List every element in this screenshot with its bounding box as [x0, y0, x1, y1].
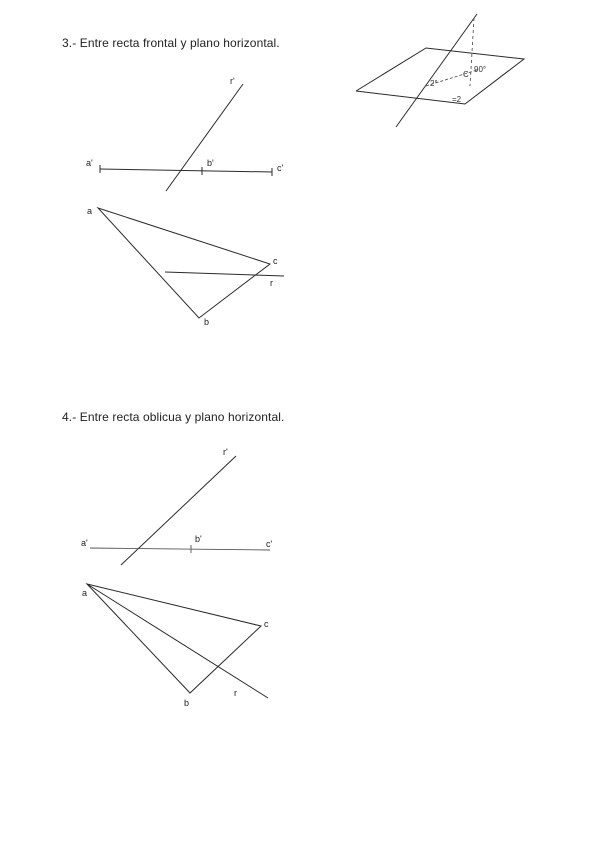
line-a-prime-c-prime: [100, 169, 272, 172]
label-r-prime: r': [230, 76, 235, 86]
label-r-2: r: [234, 688, 237, 698]
exercise-3-plan: [87, 206, 284, 327]
sketch-angle-2: C: [463, 70, 469, 79]
sketch-dashed: [470, 18, 474, 86]
label-a-2: a: [82, 588, 88, 598]
label-a-prime-2: a': [81, 538, 88, 548]
line-a-prime-c-prime-2: [90, 548, 270, 550]
label-c-2: c: [264, 619, 269, 629]
label-c-prime: c': [277, 163, 284, 173]
label-b-prime-2: b': [195, 534, 202, 544]
label-c-prime-2: c': [266, 539, 273, 549]
label-b: b: [204, 317, 210, 327]
label-r: r: [270, 278, 273, 288]
label-a: a: [87, 206, 93, 216]
label-r-prime-2: r': [223, 447, 228, 457]
exercise-4-title: 4.- Entre recta oblicua y plano horizontal.: [62, 410, 285, 424]
label-b-2: b: [184, 698, 190, 708]
exercise-4-elevation: [81, 447, 273, 565]
sketch-plane: [356, 48, 524, 104]
sketch-angle-3: 90°: [474, 65, 487, 74]
label-a-prime: a': [86, 158, 93, 168]
line-r-2: [87, 584, 268, 698]
sketch-mark: =2: [452, 95, 462, 104]
exercise-3-elevation: [86, 76, 284, 191]
triangle-abc: [98, 208, 270, 318]
exercise-3-title: 3.- Entre recta frontal y plano horizontal.: [62, 36, 280, 50]
exercise-4-plan: [82, 584, 269, 708]
label-b-prime: b': [207, 158, 214, 168]
line-r: [165, 272, 284, 276]
label-c: c: [273, 256, 278, 266]
line-r-prime: [166, 84, 243, 191]
perspective-sketch: [356, 14, 524, 127]
sketch-angle-1: 2°: [430, 79, 438, 88]
